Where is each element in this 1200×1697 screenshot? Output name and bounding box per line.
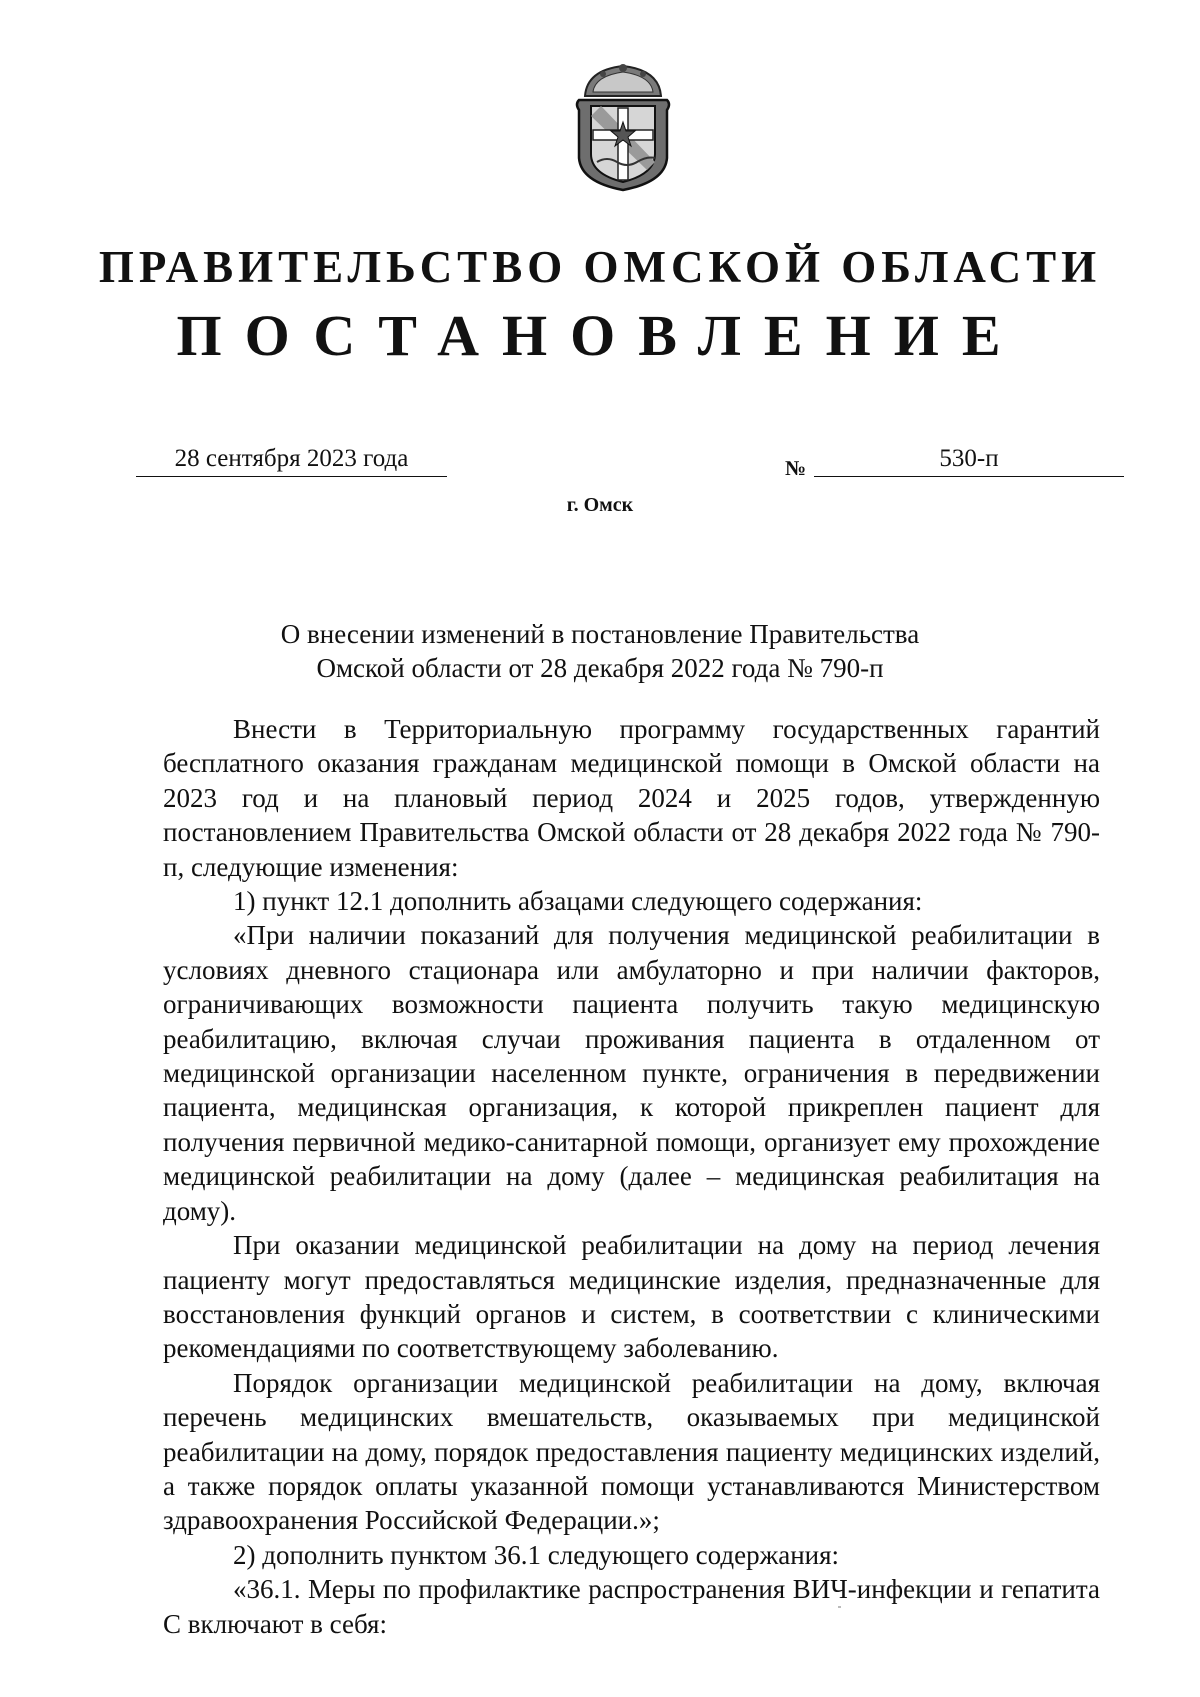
scan-artifact <box>838 1606 841 1608</box>
omsk-oblast-coat-of-arms-icon <box>571 58 675 194</box>
document-subject <box>200 617 1000 685</box>
subject-line: О внесении изменений в постановление Правительства <box>280 619 920 649</box>
body-paragraph: Порядок организации медицинской реабилитации на дому, включая перечень медицинских вмешательств, оказываемых при медицинской реабилитации на дому, порядок предоставления пациенту медицинских изделий, а также порядок оплаты указанной помощи устанавливаются Министерством здравоохранения Российской Федерации.»; <box>163 1367 1100 1536</box>
body-paragraph: «36.1. Меры по профилактике распространения ВИЧ-инфекции и гепатита С включают в себя: <box>163 1574 1100 1639</box>
body-paragraph: 1) пункт 12.1 дополнить абзацами следующего содержания: <box>233 886 923 917</box>
number-sign: № <box>785 456 807 480</box>
city-name: г. Омск <box>566 494 634 516</box>
body-paragraph: Внести в Территориальную программу государственных гарантий бесплатного оказания гражданам медицинской помощи в Омской области на 2023 год и на плановый период 2024 и 2025 годов, утвержденную постановлением Правительства Омской области от 28 декабря 2022 года № 790-п, следующие изменения: <box>163 714 1100 882</box>
body-paragraph: При оказании медицинской реабилитации на дому на период лечения пациенту могут предоставляться медицинские изделия, предназначенные для восстановления функций органов и систем, в соответствии с клиническими рекомендациями по соответствующему заболеванию. <box>163 1230 1100 1364</box>
document-date: 28 сентября 2023 года <box>136 442 447 477</box>
document-number: 530-п <box>814 442 1124 477</box>
subject-line: Омской области от 28 декабря 2022 года № 790-п <box>316 653 884 683</box>
body-paragraph: «При наличии показаний для получения медицинской реабилитации в условиях дневного стационара или амбулаторно и при наличии факторов, ограничивающих возможности пациента получить такую медицинскую реабилитацию, включая случаи проживания пациента в отдаленном от медицинской организации населенном пункте, ограничения в передвижении пациента, медицинская организация, к которой прикреплен пациент для получения первичной медико-санитарной помощи, организует ему прохождение медицинской реабилитации на дому (далее – медицинская реабилитация на дому). <box>163 920 1100 1226</box>
body-paragraph: 2) дополнить пунктом 36.1 следующего содержания: <box>233 1539 840 1570</box>
document-body <box>163 712 1100 1641</box>
document-type-title: ПОСТАНОВЛЕНИЕ <box>176 303 1024 368</box>
government-name: ПРАВИТЕЛЬСТВО ОМСКОЙ ОБЛАСТИ <box>98 242 1102 292</box>
